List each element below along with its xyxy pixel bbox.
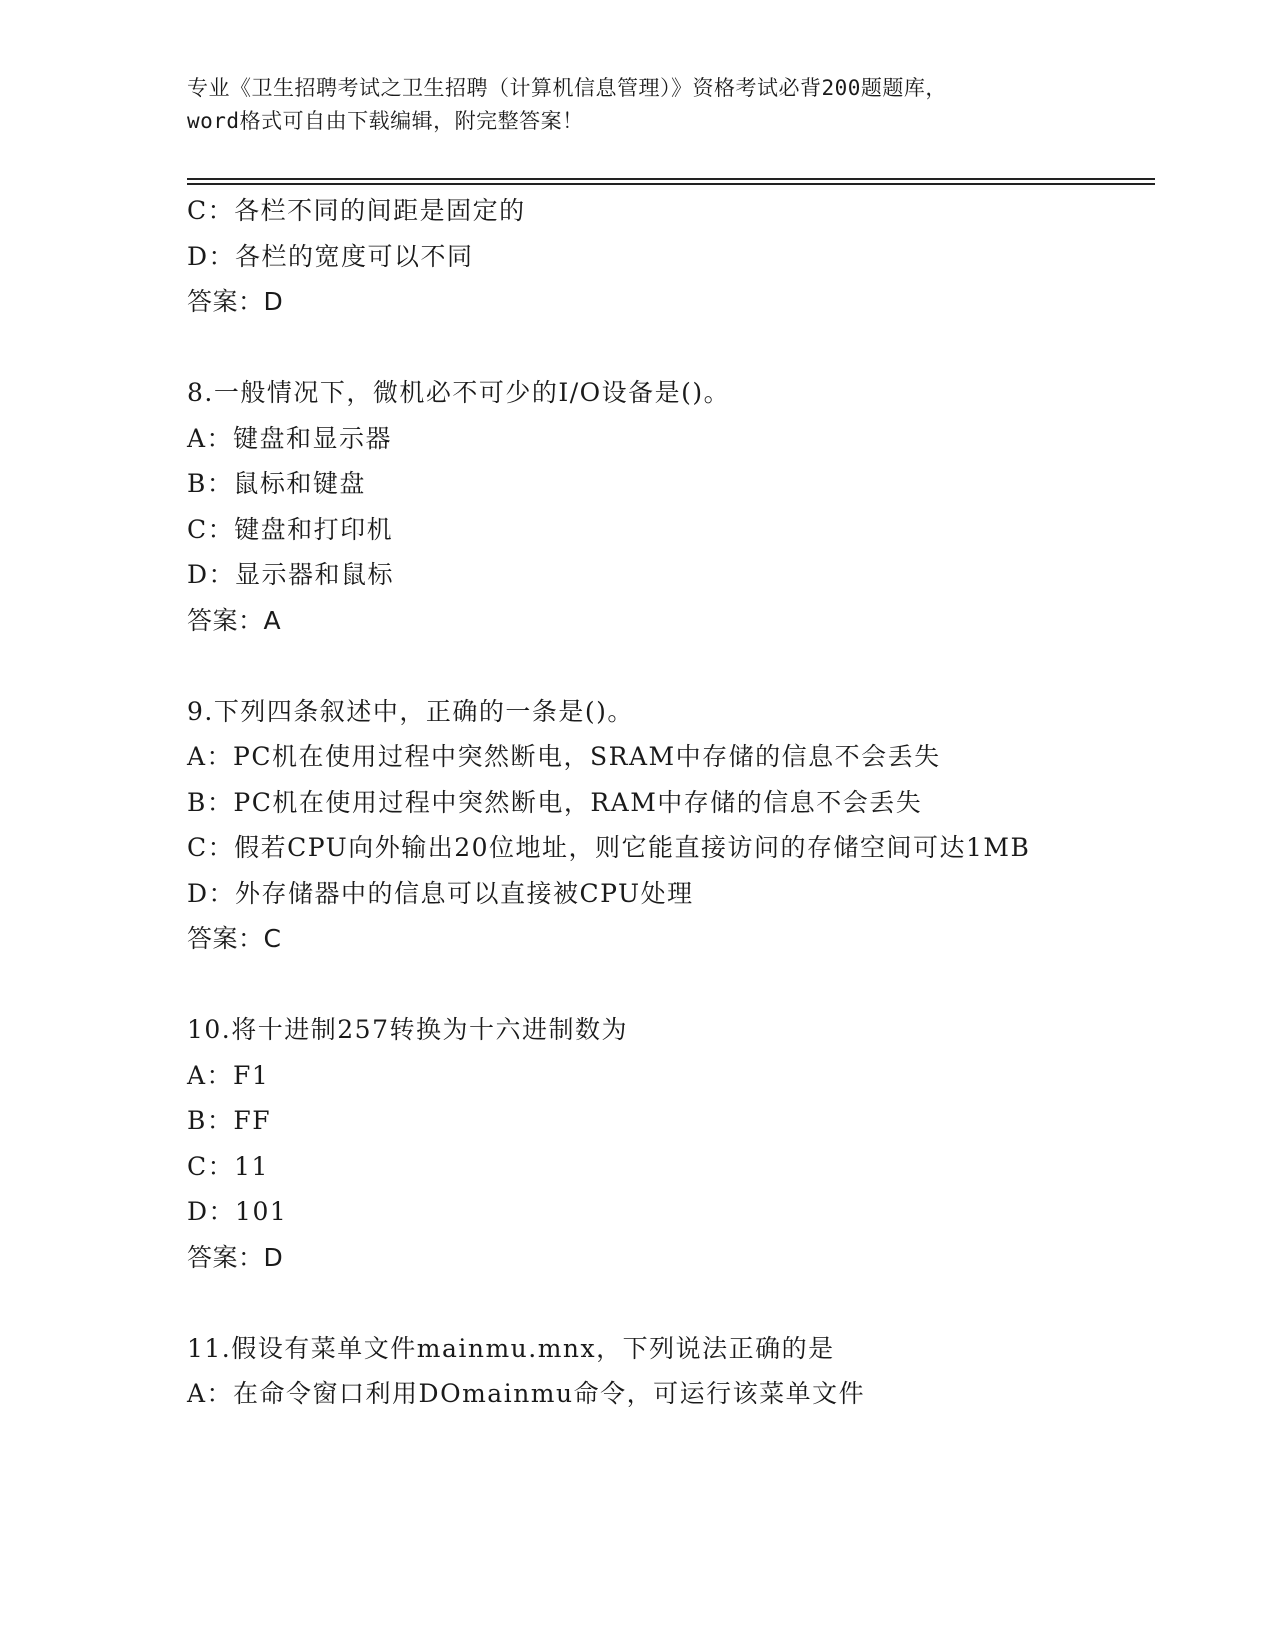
document-header	[187, 72, 1087, 138]
header-divider-bottom	[187, 183, 1155, 185]
question-list	[187, 188, 1155, 1417]
option-line: A：键盘和显示器	[187, 423, 393, 453]
option-line: B：PC机在使用过程中突然断电，RAM中存储的信息不会丢失	[187, 787, 923, 817]
option-line: C：键盘和打印机	[187, 514, 394, 544]
option-line: C：各栏不同的间距是固定的	[187, 196, 526, 225]
option-line: A：F1	[187, 1060, 270, 1090]
option-line: C：11	[187, 1151, 269, 1181]
option-line: B：FF	[187, 1106, 272, 1135]
option-line: B：鼠标和键盘	[187, 469, 366, 498]
question-text: 10.将十进制257转换为十六进制数为	[187, 1015, 628, 1044]
option-line: D：外存储器中的信息可以直接被CPU处理	[187, 878, 694, 908]
option-line: A：在命令窗口利用DOmainmu命令，可运行该菜单文件	[187, 1379, 866, 1408]
answer-line: 答案：D	[187, 1242, 284, 1272]
answer-line: 答案：D	[187, 287, 284, 316]
option-line: A：PC机在使用过程中突然断电，SRAM中存储的信息不会丢失	[187, 742, 941, 771]
question-text: 8.一般情况下，微机必不可少的I/O设备是()。	[187, 378, 731, 407]
header-divider-top	[187, 178, 1155, 180]
option-line: D：各栏的宽度可以不同	[187, 241, 474, 271]
answer-line: 答案：C	[187, 924, 282, 953]
answer-line: 答案：A	[187, 605, 282, 635]
option-line: C：假若CPU向外输出20位地址，则它能直接访问的存储空间可达1MB	[187, 833, 1031, 862]
question-text: 9.下列四条叙述中，正确的一条是()。	[187, 696, 634, 726]
blank-line	[187, 325, 1155, 371]
question-text: 11.假设有菜单文件mainmu.mnx，下列说法正确的是	[187, 1333, 835, 1363]
option-line: D：显示器和鼠标	[187, 560, 395, 589]
blank-line	[187, 962, 1155, 1008]
header-title-line-2: word格式可自由下载编辑，附完整答案！	[187, 109, 584, 133]
blank-line	[187, 643, 1155, 689]
blank-line	[187, 1280, 1155, 1326]
header-title-line-1: 专业《卫生招聘考试之卫生招聘（计算机信息管理）》资格考试必背200题题库，	[187, 76, 947, 100]
option-line: D：101	[187, 1197, 288, 1226]
